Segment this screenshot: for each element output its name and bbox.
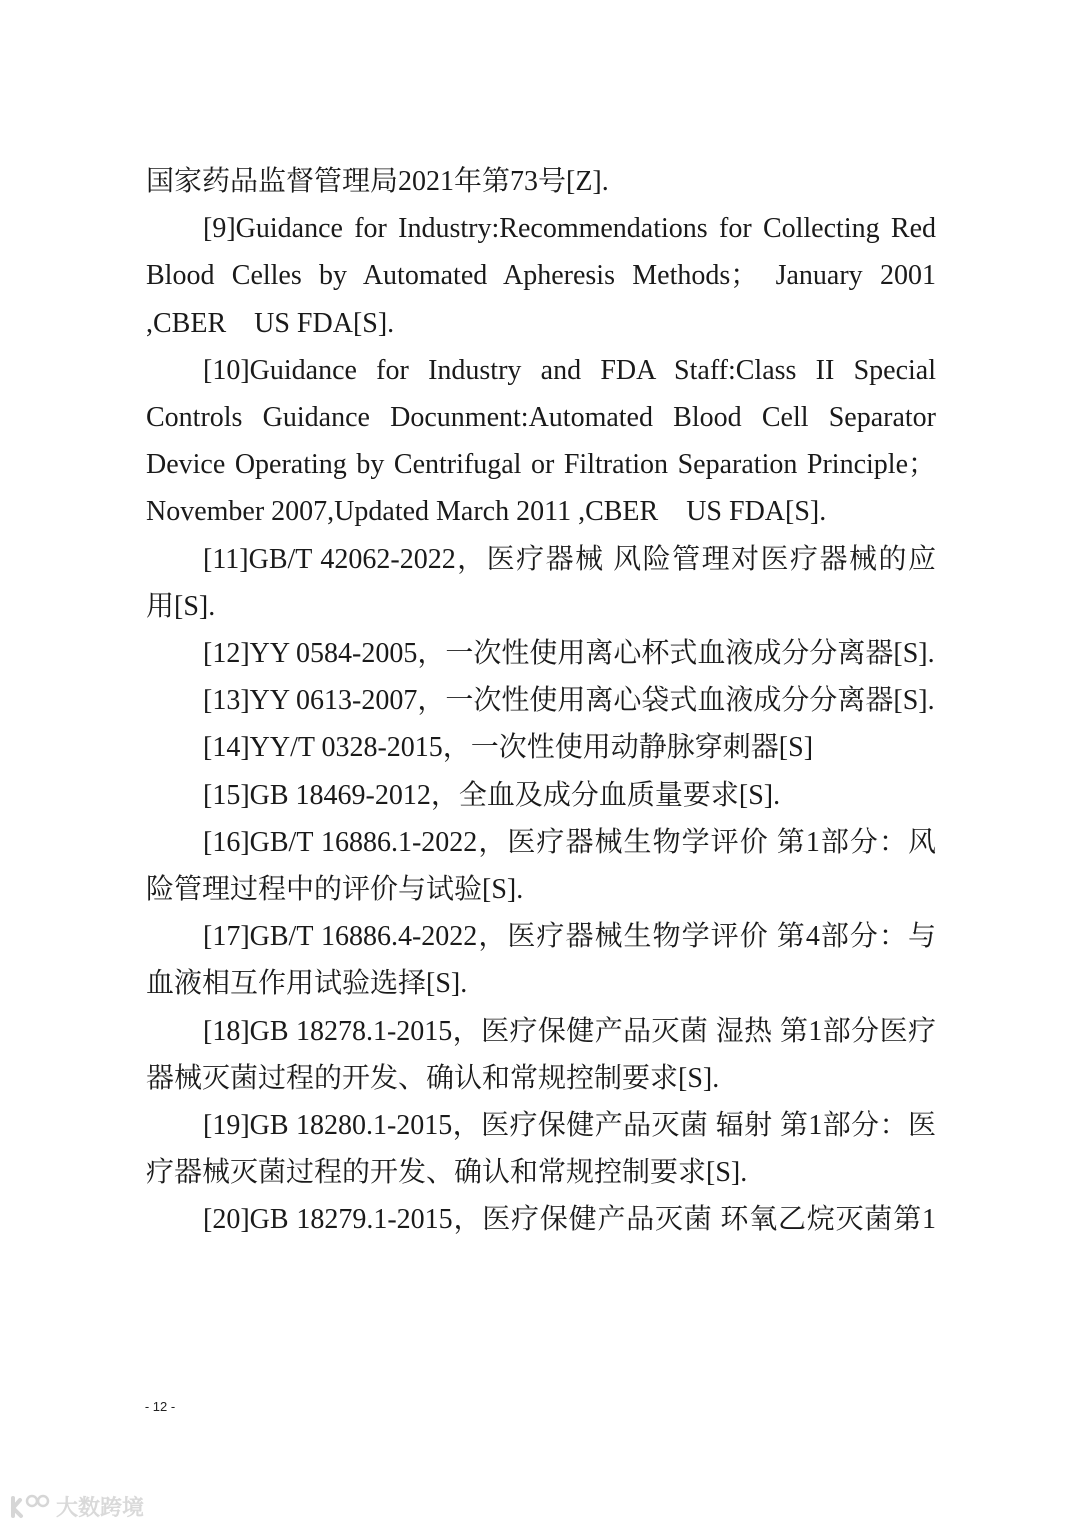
reference-item-15: [15]GB 18469-2012，全血及成分血质量要求[S]. bbox=[203, 779, 781, 811]
page-number: - 12 - bbox=[144, 1399, 176, 1414]
reference-item-12: [12]YY 0584-2005，一次性使用离心杯式血液成分分离器[S]. bbox=[203, 638, 935, 670]
watermark-text: 大数跨境 bbox=[56, 1495, 145, 1521]
reference-item-16: [16]GB/T 16886.1-2022，医疗器械生物学评价 第1部分：风险管理过程中的评价与试验[S]. bbox=[146, 826, 936, 906]
reference-item-9: [9]Guidance for Industry:Recommendations for Collecting Red Blood Celles by Automated Apheresis Methods； January 2001 ,CBER US FDA[S]. bbox=[146, 213, 936, 339]
watermark bbox=[10, 1489, 144, 1523]
reference-item-19: [19]GB 18280.1-2015，医疗保健产品灭菌 辐射 第1部分：医疗器械灭菌过程的开发、确认和常规控制要求[S]. bbox=[146, 1110, 936, 1189]
reference-item-20: [20]GB 18279.1-2015，医疗保健产品灭菌 环氧乙烷灭菌第1 bbox=[203, 1204, 936, 1236]
reference-item-18: [18]GB 18278.1-2015，医疗保健产品灭菌 湿热 第1部分医疗器械灭菌过程的开发、确认和常规控制要求[S]. bbox=[146, 1015, 936, 1094]
reference-item-11: [11]GB/T 42062-2022，医疗器械 风险管理对医疗器械的应用[S]. bbox=[146, 543, 936, 622]
reference-item-10: [10]Guidance for Industry and FDA Staff:Class II Special Controls Guidance Docunment:Automated Blood Cell Separator Device Operating by Centrifugal or Filtration Separation Principle；November 2007,Updated March 2011 ,CBER US FDA[S]. bbox=[146, 354, 936, 528]
reference-item-17: [17]GB/T 16886.4-2022，医疗器械生物学评价 第4部分：与血液相互作用试验选择[S]. bbox=[146, 921, 936, 1000]
reference-item-13: [13]YY 0613-2007，一次性使用离心袋式血液成分分离器[S]. bbox=[203, 685, 935, 717]
reference-list bbox=[146, 158, 936, 1244]
reference-continuation: 国家药品监督管理局2021年第73号[Z]. bbox=[146, 166, 609, 197]
reference-item-14: [14]YY/T 0328-2015，一次性使用动静脉穿刺器[S] bbox=[203, 732, 814, 764]
k100-logo-icon bbox=[10, 1492, 50, 1520]
